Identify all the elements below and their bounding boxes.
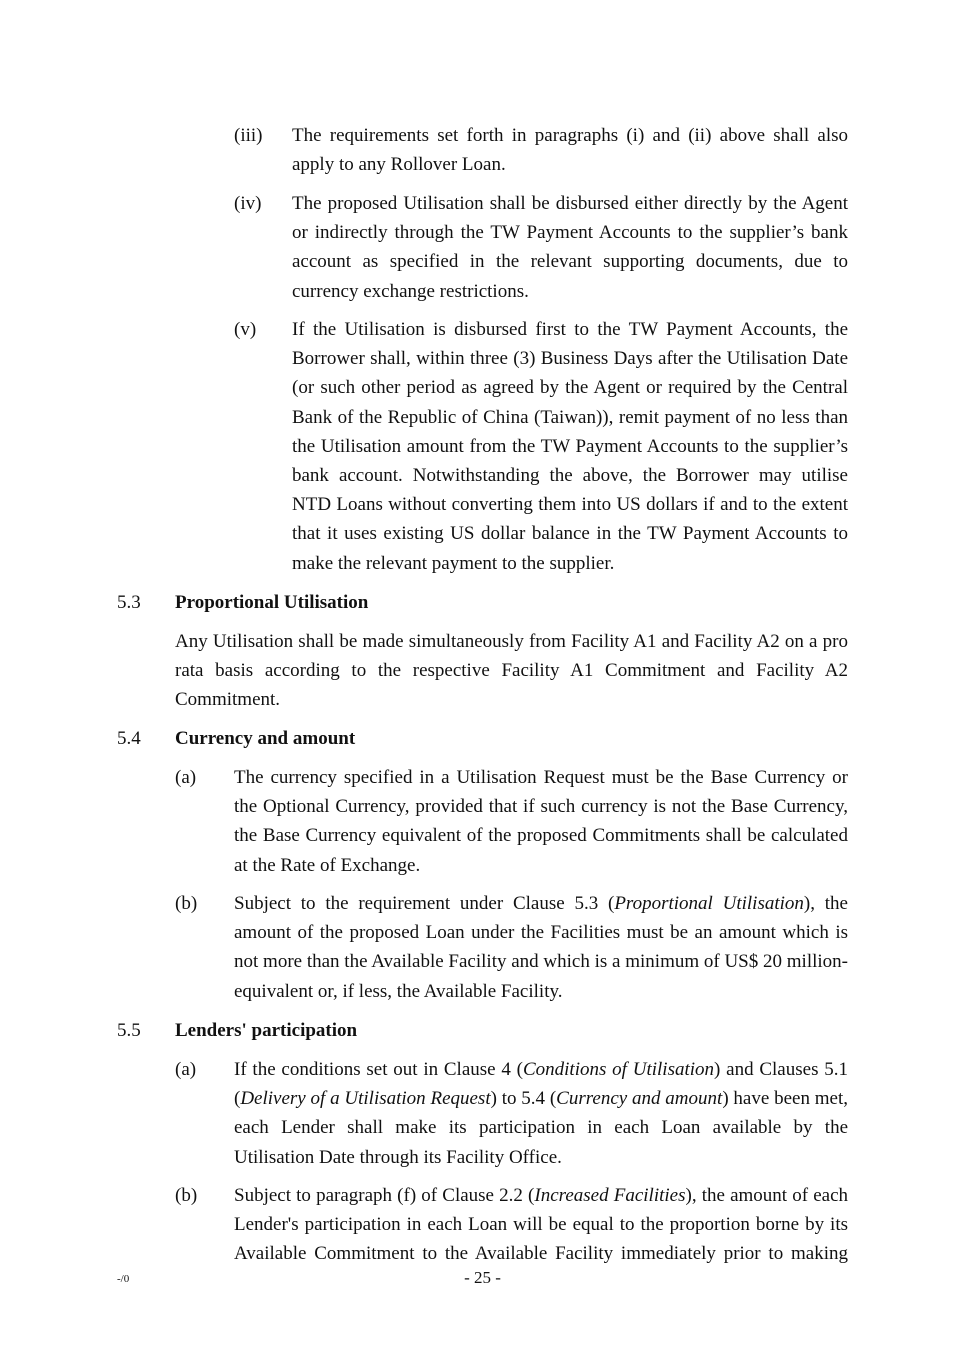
clause-text-5-4-b: Subject to the requirement under Clause 5.3 (Proportional Utilisation), the amount of the proposed Loan under the Facilities must be an amount which is not more than the Available Facility and which is a minimum of US$ 20 million-equivalent or, if less, the Available Facility. — [234, 893, 848, 1002]
item-label-iii: (iii) — [234, 125, 263, 146]
section-number-5-5: 5.5 — [117, 1020, 141, 1041]
item-label-v: (v) — [234, 319, 257, 340]
section-number-5-4: 5.4 — [117, 728, 141, 749]
page-number: - 25 - — [464, 1268, 501, 1287]
clause-label-5-5-b: (b) — [175, 1185, 198, 1206]
item-text-v: If the Utilisation is disbursed first to the TW Payment Accounts, the Borrower shall, within three (3) Business Days after the Utilisation Date (or such other period as agreed by the Agent or required by the Central Bank of the Republic of China (Taiwan)), remit payment of no less than the Utilisation amount from the TW Payment Accounts to the supplier’s bank account. Notwithstanding the above, the Borrower may utilise NTD Loans without converting them into US dollars if and to the extent that it uses existing US dollar balance in the TW Payment Accounts to make the relevant payment to the supplier. — [292, 319, 848, 574]
footer-reference: -/0 — [117, 1273, 130, 1285]
clause-text-5-4-a: The currency specified in a Utilisation Request must be the Base Currency or the Optional Currency, provided that if such currency is not the Base Currency, the Base Currency equivalent of the proposed Commitments shall be calculated at the Rate of Exchange. — [234, 767, 848, 876]
section-heading-5-5: Lenders' participation — [175, 1020, 358, 1041]
clause-label-5-4-a: (a) — [175, 767, 197, 788]
clause-label-5-4-b: (b) — [175, 893, 198, 914]
item-label-iv: (iv) — [234, 193, 262, 214]
clause-text-5-5-a: If the conditions set out in Clause 4 (Conditions of Utilisation) and Clauses 5.1 (Delivery of a Utilisation Request) to 5.4 (Currency and amount) have been met, each Lender shall make its participation in each Loan available by the Utilisation Date through its Facility Office. — [234, 1059, 848, 1168]
item-text-iii: The requirements set forth in paragraphs (i) and (ii) above shall also apply to any Rollover Loan. — [292, 125, 848, 176]
section-number-5-3: 5.3 — [117, 592, 141, 613]
section-heading-5-3: Proportional Utilisation — [175, 592, 369, 613]
clause-label-5-5-a: (a) — [175, 1059, 197, 1080]
section-heading-5-4: Currency and amount — [175, 728, 356, 749]
clause-text-5-5-b: Subject to paragraph (f) of Clause 2.2 (Increased Facilities), the amount of each Lender's participation in each Loan will be equal to the proportion borne by its Available Commitment to the Available Facility immediately prior to making — [234, 1185, 848, 1265]
item-text-iv: The proposed Utilisation shall be disbursed either directly by the Agent or indirectly through the TW Payment Accounts to the supplier’s bank account as specified in the relevant supporting documents, due to currency exchange restrictions. — [292, 193, 848, 302]
section-body-5-3: Any Utilisation shall be made simultaneously from Facility A1 and Facility A2 on a pro rata basis according to the respective Facility A1 Commitment and Facility A2 Commitment. — [175, 631, 848, 711]
